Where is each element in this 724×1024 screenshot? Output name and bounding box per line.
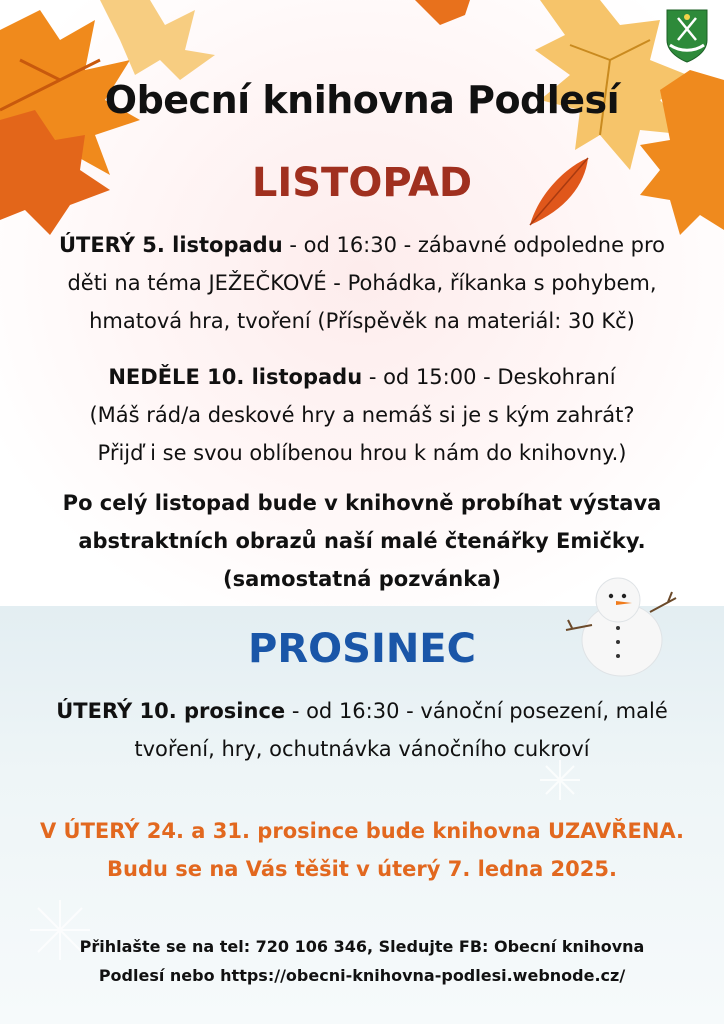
november-event-1-line-2: děti na téma JEŽEČKOVÉ - Pohádka, říkanka s pohybem, [67,271,657,295]
contact-footer [0,932,724,990]
contact-footer-line-2: Podlesí nebo https://obecni-knihovna-podlesi.webnode.cz/ [98,966,626,985]
december-heading: PROSINEC [248,626,476,672]
november-event-2-line-2: (Máš rád/a deskové hry a nemáš si je s kým zahrát? [89,403,635,427]
maple-leaf-top-center-icon [415,0,470,25]
december-event-1 [0,692,724,768]
november-event-1-line-1: ÚTERÝ 5. listopadu - od 16:30 - zábavné odpoledne pro [58,233,666,257]
page-title: Obecní knihovna Podlesí [104,78,620,122]
december-event-1-line-1: ÚTERÝ 10. prosince - od 16:30 - vánoční posezení, malé [56,699,668,723]
coat-of-arms-icon [667,10,707,62]
exhibition-note-line-3: (samostatná pozvánka) [223,567,501,591]
exhibition-note-line-1: Po celý listopad bude v knihovně probíhat výstava [62,491,662,515]
exhibition-note-line-2: abstraktních obrazů naší malé čtenářky Emičky. [78,529,646,553]
closure-notice [0,812,724,888]
december-event-1-line-2: tvoření, hry, ochutnávka vánočního cukroví [134,737,590,761]
november-event-1-date: ÚTERÝ 5. listopadu [58,233,283,257]
november-event-2 [0,358,724,472]
exhibition-note [0,484,724,598]
november-event-2-line-1: NEDĚLE 10. listopadu - od 15:00 - Deskohraní [108,365,616,389]
november-event-1-line-3: hmatová hra, tvoření (Příspěvěk na materiál: 30 Kč) [89,309,635,333]
closure-notice-line-1: V ÚTERÝ 24. a 31. prosince bude knihovna UZAVŘENA. [39,819,685,843]
december-event-1-date: ÚTERÝ 10. prosince [56,699,286,723]
november-event-2-line-3: Přijď i se svou oblíbenou hrou k nám do knihovny.) [97,441,627,465]
november-event-1 [0,226,724,340]
closure-notice-line-2: Budu se na Vás těšit v úterý 7. ledna 2025. [107,857,617,881]
november-event-2-date: NEDĚLE 10. listopadu [108,365,363,389]
contact-footer-line-1: Přihlašte se na tel: 720 106 346, Sledujte FB: Obecní knihovna [79,937,645,956]
november-heading: LISTOPAD [251,160,473,206]
